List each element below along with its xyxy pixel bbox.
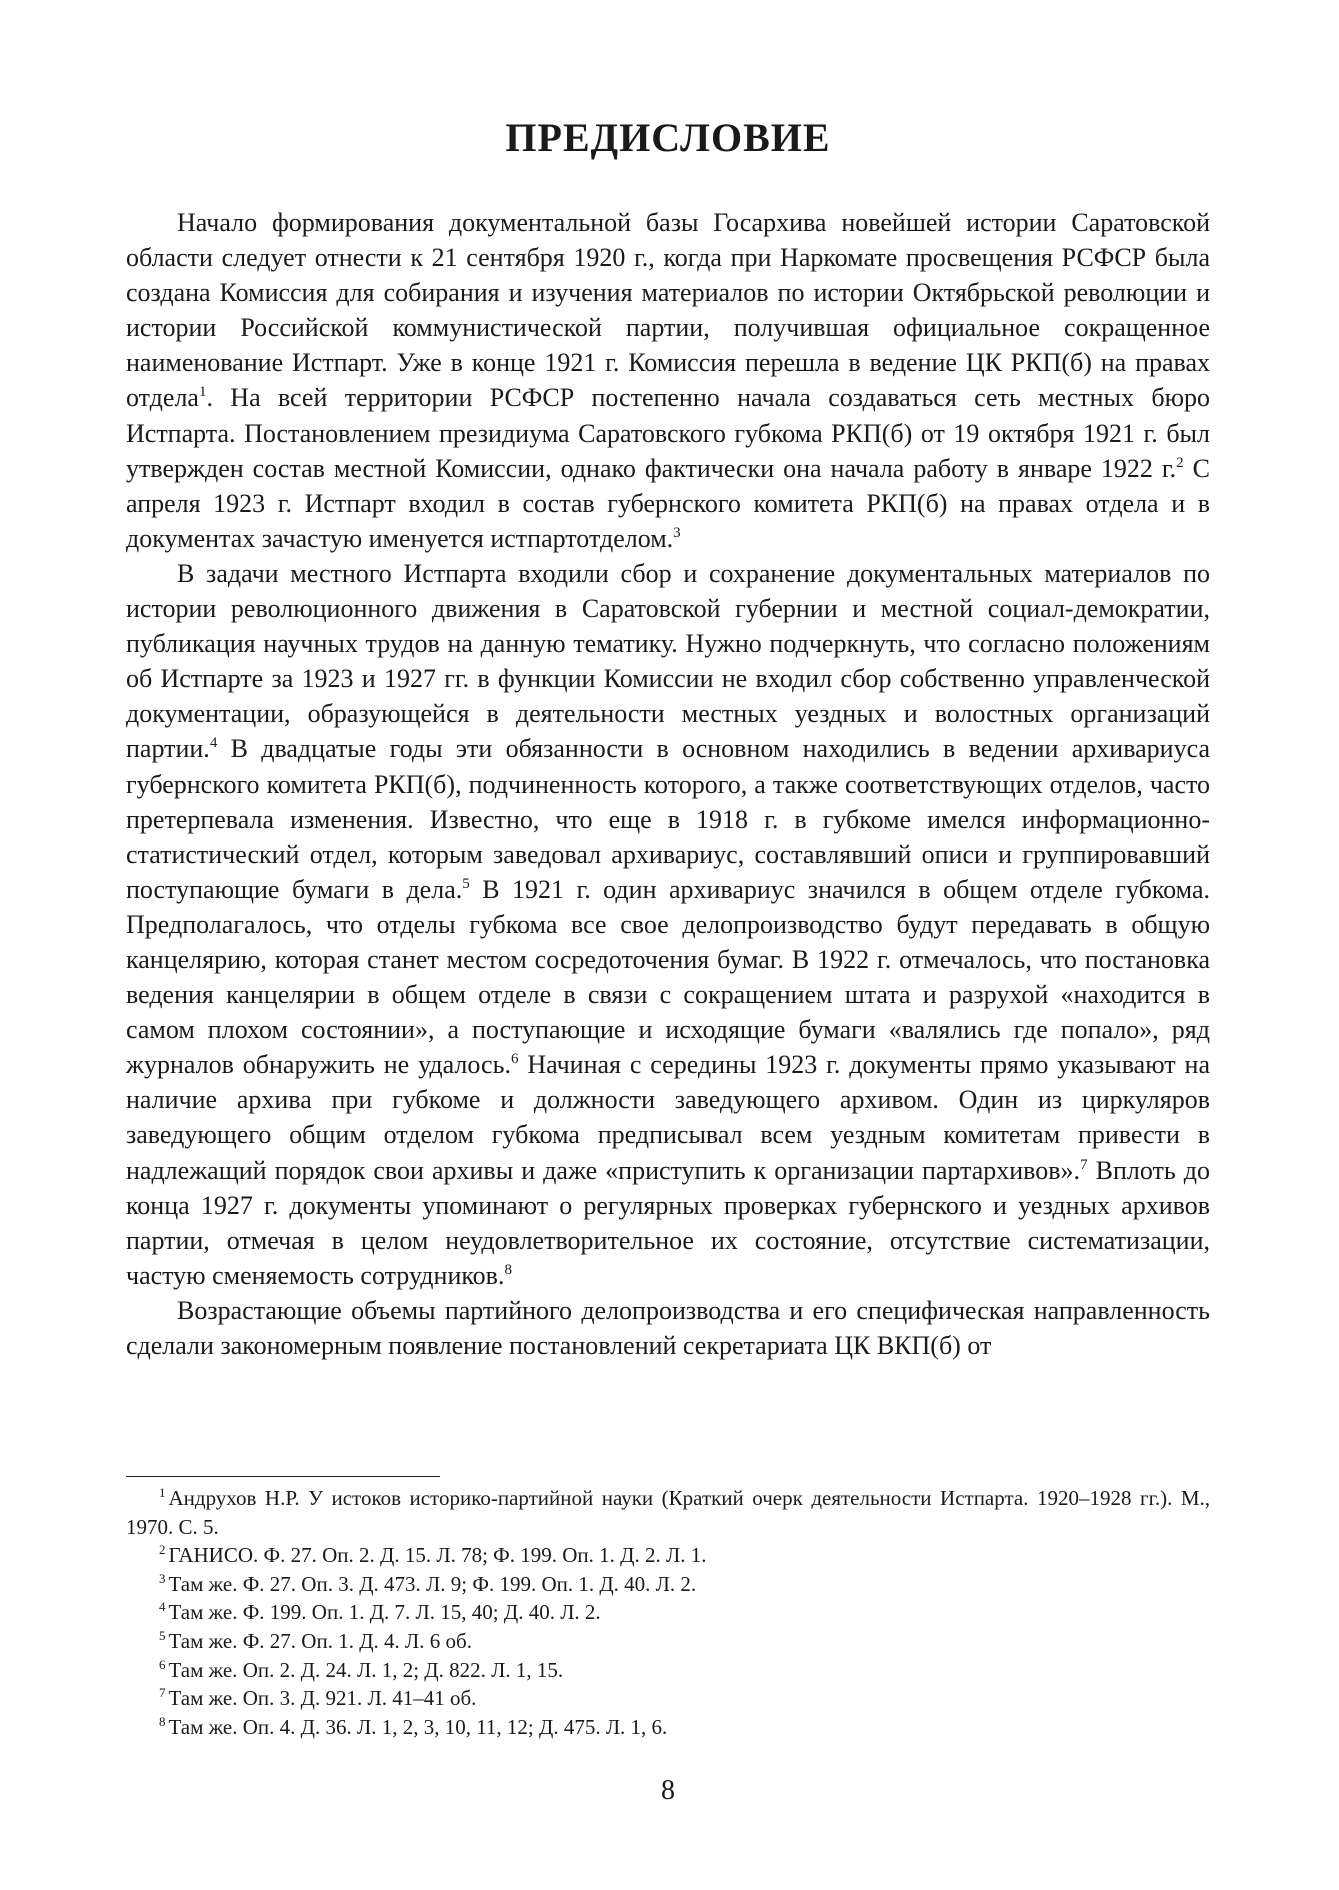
- paragraph-3: [126, 1293, 1210, 1363]
- footnote-ref-1: 1: [198, 384, 207, 401]
- body-text: [126, 205, 1210, 1363]
- footnote-number: 1: [159, 1485, 166, 1500]
- footnote-text: Там же. Оп. 2. Д. 24. Л. 1, 2; Д. 822. Л. 1, 15.: [168, 1657, 564, 1682]
- footnote-text: Там же. Оп. 4. Д. 36. Л. 1, 2, 3, 10, 11, 12; Д. 475. Л. 1, 6.: [168, 1714, 668, 1739]
- footnote-7: [126, 1684, 1210, 1713]
- paragraph-text: Начиная с середины 1923 г. документы прямо указывают на наличие архива при губкоме и должности заведующего архивом. Один из циркуляров заведующего общим отделом губкома предписывал всем уездным комитетам привести в надлежащий порядок свои архивы и даже «приступить к организации партархивов».: [126, 1050, 1210, 1185]
- footnote-number: 4: [159, 1599, 166, 1615]
- footnote-8: [126, 1713, 1210, 1742]
- footnote-number: 7: [159, 1685, 166, 1701]
- paragraph-text: Возрастающие объемы партийного делопроизводства и его специфическая направленность сделали закономерным появление постановлений секретариата ЦК ВКП(б) от: [126, 1295, 1210, 1360]
- paragraph-1: [126, 205, 1210, 556]
- footnote-ref-8: 8: [504, 1261, 512, 1278]
- footnote-1: [126, 1484, 1210, 1541]
- paragraph-text: Начало формирования документальной базы Госархива новейшей истории Саратовской области следует отнести к 21 сентября 1920 г., когда при Наркомате просвещения РСФСР была создана Комиссия для собирания и изучения материалов по истории Октябрьской революции и истории Российской коммунистической партии, получившая официальное сокращенное наименование Истпарт. Уже в конце 1921 г. Комиссия перешла в ведение ЦК РКП(б) на правах отдела: [126, 208, 1210, 413]
- footnote-number: 2: [159, 1542, 166, 1558]
- paragraph-text: . На всей территории РСФСР постепенно начала создаваться сеть местных бюро Истпарта. Постановлением президиума Саратовского губкома РКП(б) от 19 октября 1921 г. был утвержден состав местной Комиссии, однако фактически она начала работу в январе 1922 г.: [126, 383, 1210, 483]
- footnote-number: 5: [159, 1627, 166, 1643]
- footnote-ref-4: 4: [209, 735, 218, 752]
- page-number: 8: [661, 1775, 675, 1806]
- footnote-number: 3: [159, 1570, 166, 1586]
- footnote-ref-5: 5: [462, 875, 470, 892]
- footnote-4: [126, 1598, 1210, 1627]
- footnote-number: 6: [159, 1656, 166, 1672]
- footnote-text: ГАНИСО. Ф. 27. Оп. 2. Д. 15. Л. 78; Ф. 199. Оп. 1. Д. 2. Л. 1.: [168, 1543, 707, 1568]
- footnote-2: [126, 1541, 1210, 1570]
- document-page: [126, 0, 1210, 1890]
- paragraph-2: [126, 556, 1210, 1293]
- footnote-text: Там же. Ф. 27. Оп. 3. Д. 473. Л. 9; Ф. 199. Оп. 1. Д. 40. Л. 2.: [168, 1571, 697, 1596]
- footnote-ref-3: 3: [673, 524, 681, 541]
- footnote-text: Андрухов Н.Р. У истоков историко-партийной науки (Краткий очерк деятельности Истпарта. 1920–1928 гг.). М., 1970. С. 5.: [126, 1486, 1210, 1539]
- footnote-6: [126, 1656, 1210, 1685]
- footnote-ref-7: 7: [1080, 1156, 1088, 1173]
- paragraph-text: Вплоть до конца 1927 г. документы упоминают о регулярных проверках губернского и уездных архивов партии, отмечая в целом неудовлетворительное их состояние, отсутствие систематизации, частую сменяемость сотрудников.: [126, 1155, 1210, 1290]
- footnote-ref-2: 2: [1176, 454, 1184, 471]
- footnote-5: [126, 1627, 1210, 1656]
- footnote-3: [126, 1570, 1210, 1599]
- paragraph-text: В двадцатые годы эти обязанности в основном находились в ведении архивариуса губернского комитета РКП(б), подчиненность которого, а также соответствующих отделов, часто претерпевала изменения. Известно, что еще в 1918 г. в губкоме имелся информационно-статистический отдел, которым заведовал архивариус, составлявший описи и группировавший поступающие бумаги в дела.: [126, 734, 1210, 904]
- footnote-ref-6: 6: [510, 1051, 519, 1068]
- page-title: ПРЕДИСЛОВИЕ: [505, 115, 831, 160]
- footnote-divider: [126, 1476, 440, 1477]
- footnotes: [126, 1476, 1210, 1741]
- footnote-number: 8: [159, 1713, 166, 1729]
- footnote-text: Там же. Ф. 199. Оп. 1. Д. 7. Л. 15, 40; Д. 40. Л. 2.: [168, 1600, 601, 1625]
- footnote-text: Там же. Оп. 3. Д. 921. Л. 41–41 об.: [168, 1686, 477, 1711]
- paragraph-text: В задачи местного Истпарта входили сбор и сохранение документальных материалов по истории революционного движения в Саратовской губернии и местной социал-демократии, публикация научных трудов на данную тематику. Нужно подчеркнуть, что согласно положениям об Истпарте за 1923 и 1927 гг. в функции Комиссии не входил сбор собственно управленческой документации, образующейся в деятельности местных уездных и волостных организаций партии.: [126, 558, 1210, 764]
- footnote-text: Там же. Ф. 27. Оп. 1. Д. 4. Л. 6 об.: [168, 1628, 472, 1653]
- paragraph-text: С апреля 1923 г. Истпарт входил в состав губернского комитета РКП(б) на правах отдела и в документах зачастую именуется истпартотделом.: [126, 453, 1210, 553]
- paragraph-text: В 1921 г. один архивариус значился в общем отделе губкома. Предполагалось, что отделы губкома все свое делопроизводство будут передавать в общую канцелярию, которая станет местом сосредоточения бумаг. В 1922 г. отмечалось, что постановка ведения канцелярии в общем отделе в связи с сокращением штата и разрухой «находится в самом плохом состоянии», а поступающие и исходящие бумаги «валялись где попало», ряд журналов обнаружить не удалось.: [126, 874, 1210, 1080]
